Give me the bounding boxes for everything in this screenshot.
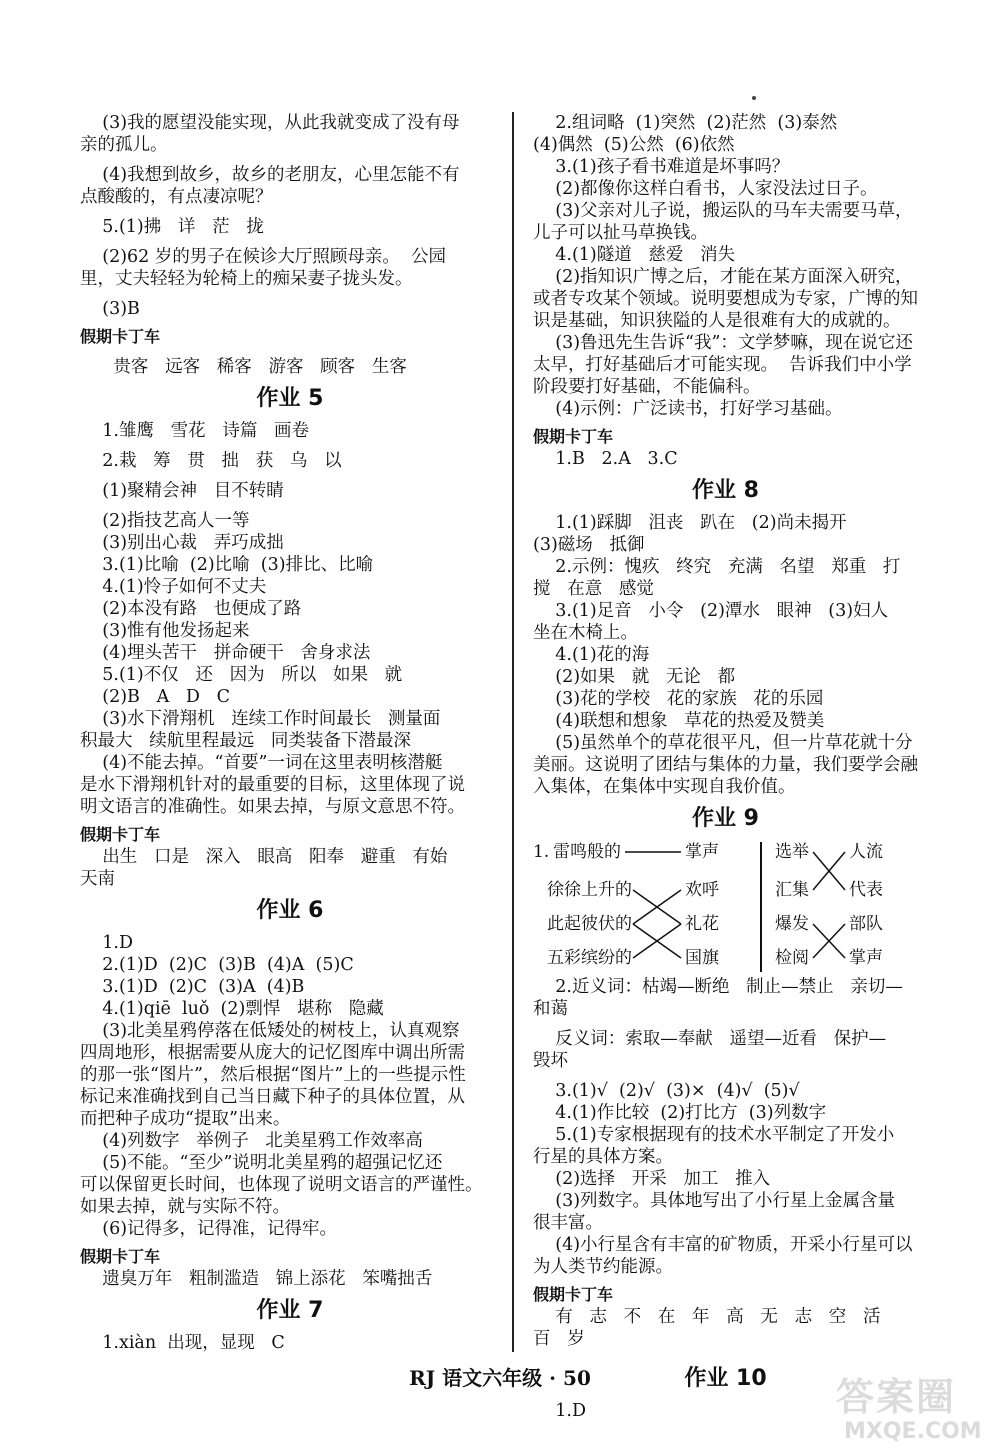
answer-line: (2)B A D C	[80, 687, 231, 707]
match-left-b: 欢呼	[685, 880, 719, 900]
match-left-a: 徐徐上升的	[547, 880, 632, 900]
spacer	[533, 1350, 918, 1358]
answer-line: 可以保留更长时间，也体现了说明文语言的严谨性。	[80, 1175, 483, 1195]
match-right-b: 人流	[849, 842, 883, 862]
answer-line: 如果去掉，就与实际不符。	[80, 1197, 290, 1217]
answer-line: 2.近义词：枯竭—断绝 制止—禁止 亲切—	[533, 977, 903, 997]
answer-line: 是水下滑翔机针对的最重要的目标，这里体现了说	[80, 775, 465, 795]
answer-line: (4)小行星含有丰富的矿物质，开采小行星可以	[533, 1235, 913, 1255]
answer-line: (2)指技艺高人一等	[80, 511, 250, 531]
answer-line: 3.(1)√ (2)√ (3)× (4)√ (5)√	[533, 1081, 800, 1101]
page-footer: RJ 语文六年级 · 50	[409, 1366, 591, 1390]
answer-line: 搅 在意 感觉	[533, 579, 654, 599]
watermark-logo	[836, 1364, 986, 1444]
answer-line: 4.(1)花的海	[533, 645, 650, 665]
answer-line: (2)都像你这样白看书，人家没法过日子。	[533, 179, 878, 199]
section-heading: 假期卡丁车	[80, 1247, 161, 1266]
left-column	[80, 112, 500, 1354]
answer-line: 2.示例：愧疚 终究 充满 名望 郑重 打	[533, 557, 901, 577]
answer-line: 百 岁	[533, 1329, 585, 1349]
section-heading: 假期卡丁车	[533, 427, 614, 446]
answer-line: 美丽。这说明了团结与集体的力量，我们要学会融	[533, 755, 918, 775]
answer-line: (3)列数字。具体地写出了小行星上金属含量	[533, 1191, 896, 1211]
answer-line: 5.(1)不仅 还 因为 所以 如果 就	[80, 665, 403, 685]
answer-line: 点酸酸的，有点凄凉呢？	[80, 187, 273, 207]
answer-line: 出生 口是 深入 眼高 阳奉 避重 有始	[80, 847, 448, 867]
answer-line: 四周地形，根据需要从庞大的记忆图库中调出所需	[80, 1043, 465, 1063]
answer-line: (3)磁场 抵御	[533, 535, 645, 555]
answer-line: (4)我想到故乡，故乡的老朋友，心里怎能不有	[80, 165, 460, 185]
answer-line: (5)不能。“至少”说明北美星鸦的超强记忆还	[80, 1153, 443, 1173]
answer-line: (3)鲁迅先生告诉“我”：文学梦嘛，现在说它还	[533, 333, 913, 353]
answer-line: (4)不能去掉。“首要”一词在这里表明核潜艇	[80, 753, 443, 773]
answer-line: 2.组词略 (1)突然 (2)茫然 (3)泰然	[533, 113, 838, 133]
answer-line: 4.(1)作比较 (2)打比方 (3)列数字	[533, 1103, 827, 1123]
column-divider	[512, 112, 514, 1352]
answer-line: (3)别出心裁 弄巧成拙	[80, 533, 284, 553]
answer-line: (4)示例：广泛读书，打好学习基础。	[533, 399, 843, 419]
answer-line: 5.(1)拂 详 茫 拢	[80, 217, 264, 237]
assignment-heading: 作业 9	[692, 806, 759, 831]
spacer	[80, 290, 500, 298]
spacer	[80, 442, 500, 450]
answer-line: (4)偶然 (5)公然 (6)依然	[533, 135, 735, 155]
answer-line: (4)埋头苦干 拼命硬干 舍身求法	[80, 643, 371, 663]
answer-line: (1)聚精会神 目不转睛	[80, 481, 284, 501]
assignment-heading: 作业 5	[256, 386, 324, 411]
answer-line: (3)北美星鸦停落在低矮处的树枝上，认真观察	[80, 1021, 460, 1041]
match-right-b: 部队	[849, 914, 883, 934]
print-dot	[752, 96, 756, 100]
answer-line: 3.(1)D (2)C (3)A (4)B	[80, 977, 305, 997]
answer-line: 而把种子成功“提取”出来。	[80, 1109, 291, 1129]
answer-line: (4)联想和想象 草花的热爱及赞美	[533, 711, 825, 731]
answer-line: (3)父亲对儿子说，搬运队的马车夫需要马草，	[533, 201, 913, 221]
answer-line: (4)列数字 举例子 北美星鸦工作效率高	[80, 1131, 423, 1151]
answer-line: 明文语言的准确性。如果去掉，与原文意思不符。	[80, 797, 465, 817]
spacer	[80, 348, 500, 356]
answer-line: 反义词：索取—奉献 遥望—近看 保护—	[533, 1029, 887, 1049]
match-left-b: 国旗	[685, 948, 719, 968]
answer-line: 很丰富。	[533, 1213, 603, 1233]
assignment-heading: 作业 7	[256, 1298, 324, 1323]
answer-line: (2)本没有路 也便成了路	[80, 599, 302, 619]
answer-line: 1.雏鹰 雪花 诗篇 画卷	[80, 421, 310, 441]
match-right-a: 检阅	[775, 948, 809, 968]
right-column	[533, 112, 918, 1422]
answer-line: (3)惟有他发扬起来	[80, 621, 250, 641]
spacer	[80, 156, 500, 164]
match-right-a: 爆发	[775, 914, 809, 934]
match-number: 1.	[533, 842, 550, 862]
spacer	[533, 1072, 918, 1080]
answer-line: 2.栽 筹 贯 拙 获 乌 以	[80, 451, 342, 471]
answer-line: 或者专攻某个领域。说明要想成为专家，广博的知	[533, 289, 918, 309]
answer-line: 为人类节约能源。	[533, 1257, 673, 1277]
right-column-top	[533, 112, 918, 836]
match-left-b: 掌声	[685, 842, 719, 862]
answer-line: 阶段要打好基础，不能偏科。	[533, 377, 761, 397]
spacer	[80, 238, 500, 246]
answer-line: 里，丈夫轻轻为轮椅上的痴呆妻子拢头发。	[80, 269, 413, 289]
answer-line: (3)我的愿望没能实现，从此我就变成了没有母	[80, 113, 460, 133]
spacer	[80, 502, 500, 510]
answer-line: 1.xiàn 出现，显现 C	[80, 1333, 285, 1353]
spacer	[80, 208, 500, 216]
answer-line: 1.B 2.A 3.C	[533, 449, 678, 469]
answer-line: 儿子可以扯马草换钱。	[533, 223, 708, 243]
answer-line: 太早，打好基础后才可能实现。 告诉我们中小学	[533, 355, 912, 375]
answer-line: (6)记得多，记得准，记得牢。	[80, 1219, 338, 1239]
matching-exercise	[533, 842, 918, 972]
answer-line: 4.(1)qiē luǒ (2)剽悍 堪称 隐藏	[80, 999, 384, 1019]
answer-line: (2)如果 就 无论 都	[533, 667, 736, 687]
answer-line: 3.(1)足音 小令 (2)潭水 眼神 (3)妇人	[533, 601, 889, 621]
match-left-a: 此起彼伏的	[547, 914, 632, 934]
answer-line: 毁坏	[533, 1051, 568, 1071]
answer-line: 3.(1)比喻 (2)比喻 (3)排比、比喻	[80, 555, 374, 575]
match-left-a: 五彩缤纷的	[547, 948, 632, 968]
answer-line: 的那一张“图片”，然后根据“图片”上的一些提示性	[80, 1065, 466, 1085]
answer-line: 1.D	[80, 933, 133, 953]
spacer	[80, 472, 500, 480]
watermark-text: 答案圈	[836, 1375, 957, 1419]
answer-line: (2)指知识广博之后，才能在某方面深入研究，	[533, 267, 913, 287]
answer-line: 3.(1)孩子看书难道是坏事吗？	[533, 157, 790, 177]
section-heading: 假期卡丁车	[80, 327, 161, 346]
answer-line: 积最大 续航里程最远 同类装备下潜最深	[80, 731, 411, 751]
match-left-b: 礼花	[685, 914, 719, 934]
answer-line: 天南	[80, 869, 115, 889]
answer-line: 标记来准确找到自己当日藏下种子的具体位置，从	[80, 1087, 465, 1107]
answer-line: 2.(1)D (2)C (3)B (4)A (5)C	[80, 955, 354, 975]
match-left-a: 雷鸣般的	[553, 842, 621, 862]
answer-line: 入集体，在集体中实现自我价值。	[533, 777, 796, 797]
answer-line: (2)选择 开采 加工 推入	[533, 1169, 771, 1189]
right-column-bottom	[533, 976, 918, 1422]
answer-line: (3)水下滑翔机 连续工作时间最长 测量面	[80, 709, 441, 729]
answer-line: 4.(1)隧道 慈爱 消失	[533, 245, 736, 265]
answer-line: 亲的孤儿。	[80, 135, 168, 155]
answer-line: (2)62 岁的男子在候诊大厅照顾母亲。 公园	[80, 247, 446, 267]
answer-line: 识是基础，知识狭隘的人是很难有大的成就的。	[533, 311, 901, 331]
answer-line: 坐在木椅上。	[533, 623, 638, 643]
answer-line: 和蔼	[533, 999, 568, 1019]
match-right-a: 选举	[775, 842, 809, 862]
match-right-b: 代表	[849, 880, 883, 900]
section-heading: 假期卡丁车	[533, 1285, 614, 1304]
section-heading: 假期卡丁车	[80, 825, 161, 844]
assignment-heading: 作业 10	[684, 1366, 767, 1391]
answer-line: (5)虽然单个的草花很平凡，但一片草花就十分	[533, 733, 913, 753]
assignment-heading: 作业 8	[692, 478, 759, 503]
assignment-heading: 作业 6	[256, 898, 324, 923]
answer-line: 行星的具体方案。	[533, 1147, 673, 1167]
answer-line: 1.(1)踩脚 沮丧 趴在 (2)尚未揭开	[533, 513, 847, 533]
watermark-url: MXQE.COM	[844, 1419, 982, 1444]
spacer	[533, 1020, 918, 1028]
answer-line: 遗臭万年 粗制滥造 锦上添花 笨嘴拙舌	[80, 1269, 433, 1289]
match-right-a: 汇集	[775, 880, 809, 900]
answer-line: (3)B	[80, 299, 140, 319]
answer-line: 1.D	[533, 1401, 586, 1421]
answer-line: 有 志 不 在 年 高 无 志 空 活	[533, 1307, 881, 1327]
answer-line: 5.(1)专家根据现有的技术水平制定了开发小	[533, 1125, 895, 1145]
match-right-b: 掌声	[849, 948, 883, 968]
answer-line: 4.(1)怜子如何不丈夫	[80, 577, 267, 597]
answer-line: 贵客 远客 稀客 游客 顾客 生客	[80, 357, 407, 377]
answer-line: (3)花的学校 花的家族 花的乐园	[533, 689, 824, 709]
